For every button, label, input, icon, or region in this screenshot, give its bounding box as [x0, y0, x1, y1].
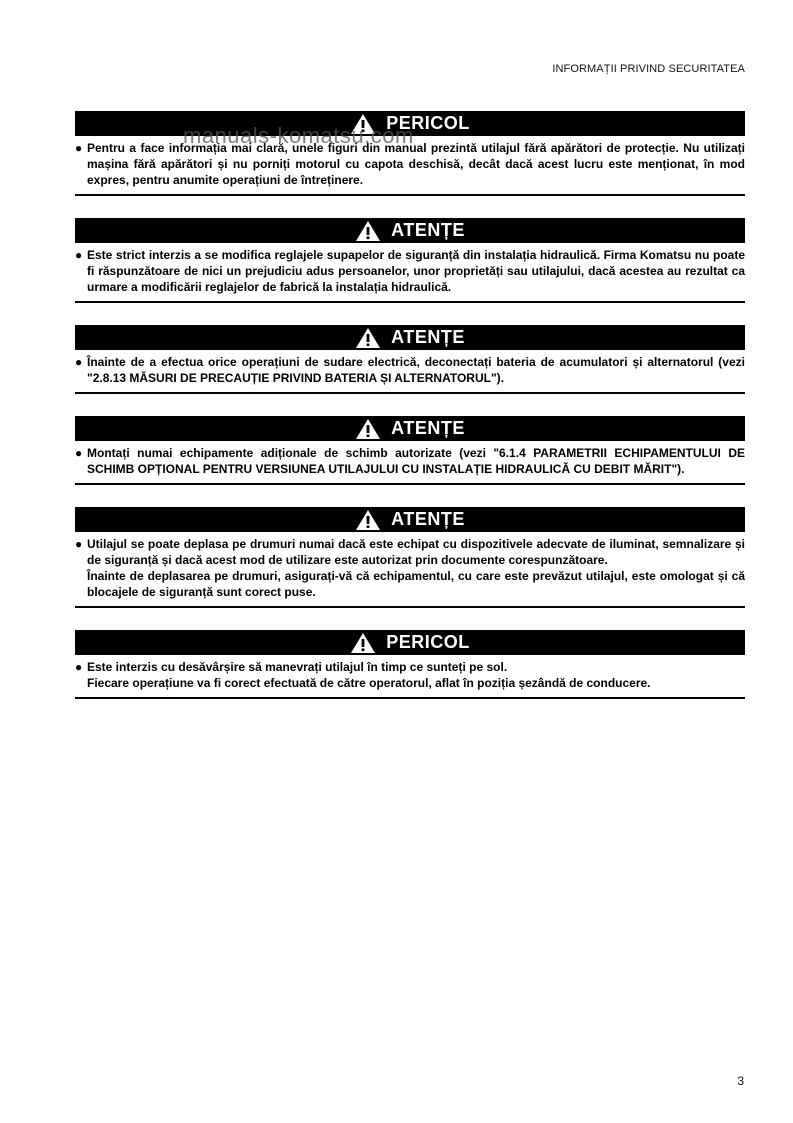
- bullet-icon: ●: [75, 141, 83, 155]
- notice-body: [75, 136, 745, 194]
- notice-header-bar: [75, 325, 745, 350]
- warning-triangle-icon: [355, 418, 381, 440]
- notice-body: [75, 243, 745, 301]
- page-number: 3: [737, 1074, 744, 1088]
- watermark: manuals-komatsu.com: [183, 123, 414, 148]
- warning-triangle-icon: [355, 220, 381, 242]
- notice-danger: [75, 111, 745, 196]
- notice-paragraph: Fiecare operațiune va fi corect efectuată de către operatorul, aflat în poziția șezândă de conducere.: [87, 676, 651, 690]
- notice-paragraph: Înainte de a efectua orice operațiuni de sudare electrică, deconectați bateria de acumulatori și alternatorul (vezi "2.8.13 MĂSURI DE PRECAUȚIE PRIVIND BATERIA ȘI ALTERNATORUL").: [87, 355, 745, 385]
- notice-label: PERICOL: [386, 113, 470, 133]
- notice-danger: [75, 630, 745, 699]
- notice-body: [75, 350, 745, 392]
- notice-label: ATENȚE: [391, 418, 465, 438]
- notice-paragraph: Înainte de deplasarea pe drumuri, asigurați-vă că echipamentul, cu care este prevăzut utilajul, este omologat și că blocajele de siguranță sunt corect puse.: [87, 569, 745, 599]
- notice-caution: [75, 507, 745, 608]
- bullet-icon: ●: [75, 355, 83, 369]
- notice-label: PERICOL: [386, 632, 470, 652]
- notice-header-bar: [75, 507, 745, 532]
- warning-triangle-icon: [355, 509, 381, 531]
- notice-paragraph: Pentru a face informația mai clară, unele figuri din manual prezintă utilajul fără apărători de protecție. Nu utilizați mașina fără apărători și nu porniți motorul cu capota deschisă, decât dacă acest lucru este menționat, în mod expres, pentru anumite operațiuni de întreținere.: [87, 141, 745, 187]
- notice-paragraph: Este interzis cu desăvârșire să manevrați utilajul în timp ce sunteți pe sol.: [87, 660, 508, 674]
- notice-header-bar: [75, 218, 745, 243]
- notice-body: [75, 655, 745, 697]
- notice-caution: [75, 325, 745, 394]
- notice-label: ATENȚE: [391, 327, 465, 347]
- notice-label: ATENȚE: [391, 220, 465, 240]
- notice-header-bar: [75, 416, 745, 441]
- notice-body: [75, 532, 745, 606]
- bullet-icon: ●: [75, 446, 83, 460]
- bullet-icon: ●: [75, 248, 83, 262]
- notice-header-bar: [75, 111, 745, 136]
- notice-header-bar: [75, 630, 745, 655]
- warning-triangle-icon: [350, 113, 376, 135]
- bullet-icon: ●: [75, 660, 83, 674]
- notice-caution: [75, 218, 745, 303]
- notice-paragraph: Montați numai echipamente adiționale de schimb autorizate (vezi "6.1.4 PARAMETRII ECHIPAMENTULUI DE SCHIMB OPȚIONAL PENTRU VERSIUNEA UTILAJULUI CU INSTALAȚIE HIDRAULICĂ CU DEBIT MĂRIT").: [87, 446, 745, 476]
- notice-paragraph: Este strict interzis a se modifica reglajele supapelor de siguranță din instalația hidraulică. Firma Komatsu nu poate fi răspunzătoare de nici un prejudiciu adus persoanelor, unor proprietăți sau utilajului, dacă acestea au rezultat ca urmare a modificării reglajelor de fabrică la instalația hidraulică.: [87, 248, 745, 294]
- safety-notices: [75, 111, 745, 721]
- warning-triangle-icon: [350, 632, 376, 654]
- notice-label: ATENȚE: [391, 509, 465, 529]
- notice-paragraph: Utilajul se poate deplasa pe drumuri numai dacă este echipat cu dispozitivele adecvate de iluminat, semnalizare și de siguranță și dacă acest mod de utilizare este autorizat prin documente corespunzătoare.: [87, 537, 745, 567]
- notice-body: [75, 441, 745, 483]
- running-header-title: INFORMAȚII PRIVIND SECURITATEA: [552, 63, 745, 75]
- warning-triangle-icon: [355, 327, 381, 349]
- bullet-icon: ●: [75, 537, 83, 551]
- notice-caution: [75, 416, 745, 485]
